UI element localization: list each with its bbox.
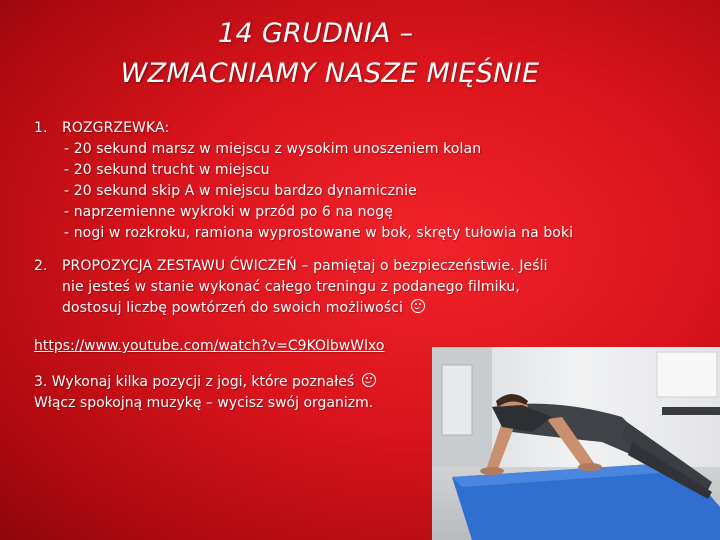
section-2-text-3: dostosuj liczbę powtórzeń do swoich możliwości bbox=[62, 300, 404, 316]
warmup-item: - naprzemienne wykroki w przód po 6 na nogę bbox=[64, 204, 394, 220]
section-3 bbox=[34, 372, 434, 414]
title-line-1: 14 GRUDNIA – bbox=[218, 18, 414, 49]
section-2-number: 2. bbox=[34, 258, 48, 274]
warmup-item: - 20 sekund marsz w miejscu z wysokim unoszeniem kolan bbox=[64, 141, 482, 157]
section-3-line-1 bbox=[34, 372, 434, 393]
youtube-video-link[interactable]: https://www.youtube.com/watch?v=C9KOlbwWlxo bbox=[34, 338, 385, 354]
slide-body bbox=[34, 118, 634, 319]
section-2-line-1 bbox=[34, 256, 634, 277]
section-2-line-2: nie jesteś w stanie wykonać całego treningu z podanego filmiku, bbox=[62, 279, 520, 295]
section-1-number: 1. bbox=[34, 120, 48, 136]
section-1-title: ROZGRZEWKA: bbox=[62, 120, 170, 136]
title-line-2: WZMACNIAMY NASZE MIĘŚNIE bbox=[120, 58, 540, 89]
spacer bbox=[34, 244, 634, 256]
smiley-face-icon bbox=[362, 373, 376, 387]
man-doing-push-up-photo bbox=[432, 347, 720, 540]
smiley-face-icon bbox=[411, 299, 425, 313]
slide-title bbox=[60, 14, 600, 94]
warmup-item: - 20 sekund trucht w miejscu bbox=[64, 162, 270, 178]
section-3-line-2: Włącz spokojną muzykę – wycisz swój organizm. bbox=[34, 395, 374, 411]
push-up-illustration bbox=[432, 347, 720, 540]
warmup-item: - nogi w rozkroku, ramiona wyprostowane w bok, skręty tułowia na boki bbox=[64, 225, 574, 241]
warmup-item: - 20 sekund skip A w miejscu bardzo dynamicznie bbox=[64, 183, 417, 199]
section-2-text-1: PROPOZYCJA ZESTAWU ĆWICZEŃ – pamiętaj o bezpieczeństwie. Jeśli bbox=[62, 258, 548, 274]
section-2-line-3 bbox=[34, 298, 634, 319]
section-1-heading bbox=[34, 118, 634, 139]
section-3-text-1: 3. Wykonaj kilka pozycji z jogi, które poznałeś bbox=[34, 374, 355, 390]
